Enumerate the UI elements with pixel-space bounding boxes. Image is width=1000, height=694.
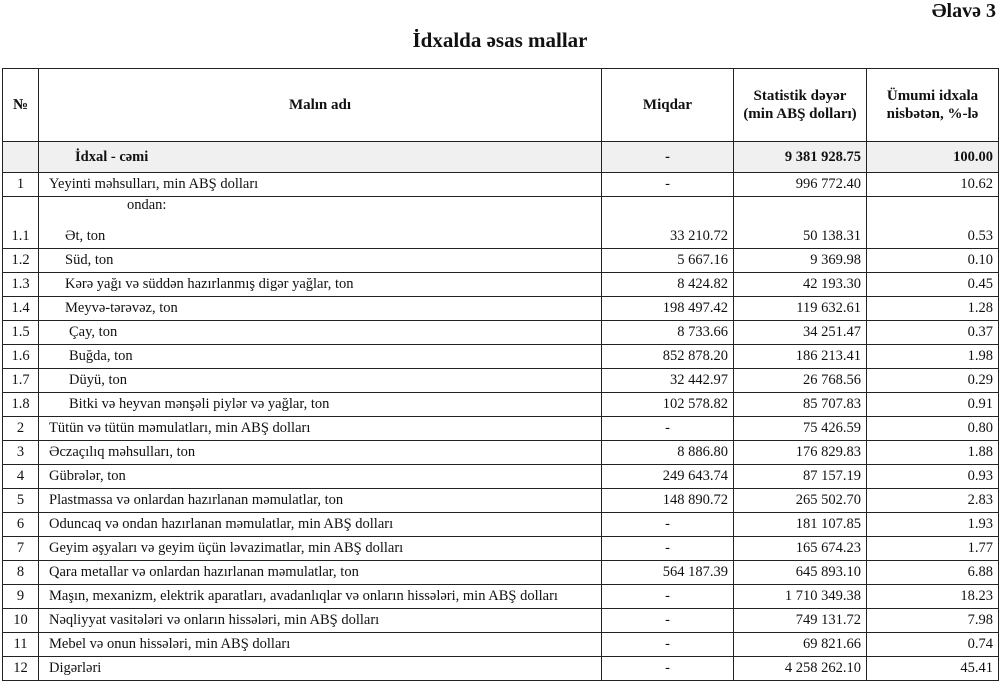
- row-name: Gübrələr, ton: [39, 465, 602, 489]
- row-name: Maşın, mexanizm, elektrik aparatları, avadanlıqlar və onların hissələri, min ABŞ dolları: [39, 585, 602, 609]
- row-number: 5: [3, 489, 39, 513]
- header-share-text: Ümumi idxala nisbətən, %-lə: [886, 88, 979, 122]
- row-value: 119 632.61: [734, 297, 867, 321]
- row-name: Düyü, ton: [39, 369, 602, 393]
- row-share: 0.93: [867, 465, 999, 489]
- row-name: Əczaçılıq məhsulları, ton: [39, 441, 602, 465]
- row-share: 0.91: [867, 393, 999, 417]
- row-quantity: 5 667.16: [602, 249, 734, 273]
- header-value: [734, 69, 867, 142]
- row-value: 42 193.30: [734, 273, 867, 297]
- row-value: 749 131.72: [734, 609, 867, 633]
- row-share: 0.10: [867, 249, 999, 273]
- row-value: 186 213.41: [734, 345, 867, 369]
- table-row: [3, 249, 999, 273]
- table-row: [3, 417, 999, 441]
- row-share: 7.98: [867, 609, 999, 633]
- row-quantity: 102 578.82: [602, 393, 734, 417]
- row-number: 8: [3, 561, 39, 585]
- row-quantity: 32 442.97: [602, 369, 734, 393]
- row-number: 1.6: [3, 345, 39, 369]
- total-quantity: -: [602, 142, 734, 173]
- row-number: 1.4: [3, 297, 39, 321]
- row-name-text: Ət, ton: [65, 228, 106, 244]
- table-row: [3, 561, 999, 585]
- row-value: 75 426.59: [734, 417, 867, 441]
- row-share: 0.80: [867, 417, 999, 441]
- row-share: 1.98: [867, 345, 999, 369]
- total-number: [3, 142, 39, 173]
- row-number: 1.8: [3, 393, 39, 417]
- row-name: Tütün və tütün məmulatları, min ABŞ dolları: [39, 417, 602, 441]
- row-number: 1.2: [3, 249, 39, 273]
- table-row: [3, 345, 999, 369]
- row-value: 645 893.10: [734, 561, 867, 585]
- row-name: [39, 197, 602, 249]
- row-name: Mebel və onun hissələri, min ABŞ dolları: [39, 633, 602, 657]
- row-name: Buğda, ton: [39, 345, 602, 369]
- row-name: Nəqliyyat vasitələri və onların hissələri, min ABŞ dolları: [39, 609, 602, 633]
- row-value: 69 821.66: [734, 633, 867, 657]
- row-value: 9 369.98: [734, 249, 867, 273]
- row-quantity: 33 210.72: [602, 197, 734, 249]
- header-number: №: [3, 69, 39, 142]
- row-quantity: 8 733.66: [602, 321, 734, 345]
- total-value: 9 381 928.75: [734, 142, 867, 173]
- row-quantity: -: [602, 537, 734, 561]
- row-number: 1.3: [3, 273, 39, 297]
- table-row: [3, 585, 999, 609]
- annex-label: Əlavə 3: [931, 0, 996, 22]
- row-number: 2: [3, 417, 39, 441]
- row-value: 34 251.47: [734, 321, 867, 345]
- header-row: [3, 69, 999, 142]
- row-quantity: 852 878.20: [602, 345, 734, 369]
- row-name: Geyim əşyaları və geyim üçün ləvazimatlar, min ABŞ dolları: [39, 537, 602, 561]
- row-number: 11: [3, 633, 39, 657]
- header-name: Malın adı: [39, 69, 602, 142]
- row-value: 26 768.56: [734, 369, 867, 393]
- row-share: 2.83: [867, 489, 999, 513]
- total-name: İdxal - cəmi: [39, 142, 602, 173]
- row-number: 4: [3, 465, 39, 489]
- total-row: [3, 142, 999, 173]
- row-share: 10.62: [867, 173, 999, 197]
- row-share: 6.88: [867, 561, 999, 585]
- imports-table: [2, 68, 999, 681]
- document-title: İdxalda əsas mallar: [412, 28, 588, 52]
- row-number: 1.1: [3, 197, 39, 249]
- row-quantity: -: [602, 585, 734, 609]
- row-quantity: -: [602, 173, 734, 197]
- row-number: 12: [3, 657, 39, 681]
- table-row: [3, 609, 999, 633]
- row-quantity: 8 424.82: [602, 273, 734, 297]
- row-quantity: -: [602, 513, 734, 537]
- row-number: 9: [3, 585, 39, 609]
- row-share: 0.45: [867, 273, 999, 297]
- row-name: Çay, ton: [39, 321, 602, 345]
- row-share: 0.29: [867, 369, 999, 393]
- row-share: 18.23: [867, 585, 999, 609]
- row-share: 0.74: [867, 633, 999, 657]
- row-name: Oduncaq və ondan hazırlanan məmulatlar, min ABŞ dolları: [39, 513, 602, 537]
- row-quantity: -: [602, 633, 734, 657]
- row-number: 1.5: [3, 321, 39, 345]
- row-name: Süd, ton: [39, 249, 602, 273]
- row-quantity: -: [602, 609, 734, 633]
- row-number: 6: [3, 513, 39, 537]
- row-value: 85 707.83: [734, 393, 867, 417]
- row-value: 176 829.83: [734, 441, 867, 465]
- table-row: [3, 273, 999, 297]
- row-name: Bitki və heyvan mənşəli piylər və yağlar, ton: [39, 393, 602, 417]
- row-quantity: 8 886.80: [602, 441, 734, 465]
- table-row: [3, 321, 999, 345]
- row-quantity: -: [602, 657, 734, 681]
- row-name: Yeyinti məhsulları, min ABŞ dolları: [39, 173, 602, 197]
- table-row: [3, 513, 999, 537]
- row-value: 4 258 262.10: [734, 657, 867, 681]
- table-row: [3, 393, 999, 417]
- row-share: 1.88: [867, 441, 999, 465]
- row-share: 45.41: [867, 657, 999, 681]
- table-row: [3, 441, 999, 465]
- row-value: 181 107.85: [734, 513, 867, 537]
- row-number: 1: [3, 173, 39, 197]
- row-share: 1.28: [867, 297, 999, 321]
- table-row: [3, 297, 999, 321]
- header-share: [867, 69, 999, 142]
- row-share: 1.77: [867, 537, 999, 561]
- header-quantity: Miqdar: [602, 69, 734, 142]
- row-quantity: 198 497.42: [602, 297, 734, 321]
- table-row: [3, 489, 999, 513]
- row-value: 87 157.19: [734, 465, 867, 489]
- row-share: 0.53: [867, 197, 999, 249]
- row-value: 1 710 349.38: [734, 585, 867, 609]
- table-row: [3, 633, 999, 657]
- row-share: 0.37: [867, 321, 999, 345]
- row-name: Plastmassa və onlardan hazırlanan məmulatlar, ton: [39, 489, 602, 513]
- row-value: 165 674.23: [734, 537, 867, 561]
- row-number: 1.7: [3, 369, 39, 393]
- total-share: 100.00: [867, 142, 999, 173]
- row-name: Kərə yağı və süddən hazırlanmış digər yağlar, ton: [39, 273, 602, 297]
- ondan-label: ondan:: [127, 197, 167, 213]
- row-quantity: 249 643.74: [602, 465, 734, 489]
- table-row: [3, 173, 999, 197]
- table-row: [3, 465, 999, 489]
- row-name: Digərləri: [39, 657, 602, 681]
- table-row: [3, 369, 999, 393]
- row-share: 1.93: [867, 513, 999, 537]
- header-value-text: Statistik dəyər (min ABŞ dolları): [743, 88, 857, 122]
- row-number: 7: [3, 537, 39, 561]
- row-number: 3: [3, 441, 39, 465]
- table-row: [3, 657, 999, 681]
- row-quantity: 564 187.39: [602, 561, 734, 585]
- row-quantity: -: [602, 417, 734, 441]
- table-row: [3, 537, 999, 561]
- row-name: Meyvə-tərəvəz, ton: [39, 297, 602, 321]
- row-value: 996 772.40: [734, 173, 867, 197]
- table-row: [3, 197, 999, 249]
- row-number: 10: [3, 609, 39, 633]
- row-quantity: 148 890.72: [602, 489, 734, 513]
- row-value: 50 138.31: [734, 197, 867, 249]
- row-name: Qara metallar və onlardan hazırlanan məmulatlar, ton: [39, 561, 602, 585]
- row-value: 265 502.70: [734, 489, 867, 513]
